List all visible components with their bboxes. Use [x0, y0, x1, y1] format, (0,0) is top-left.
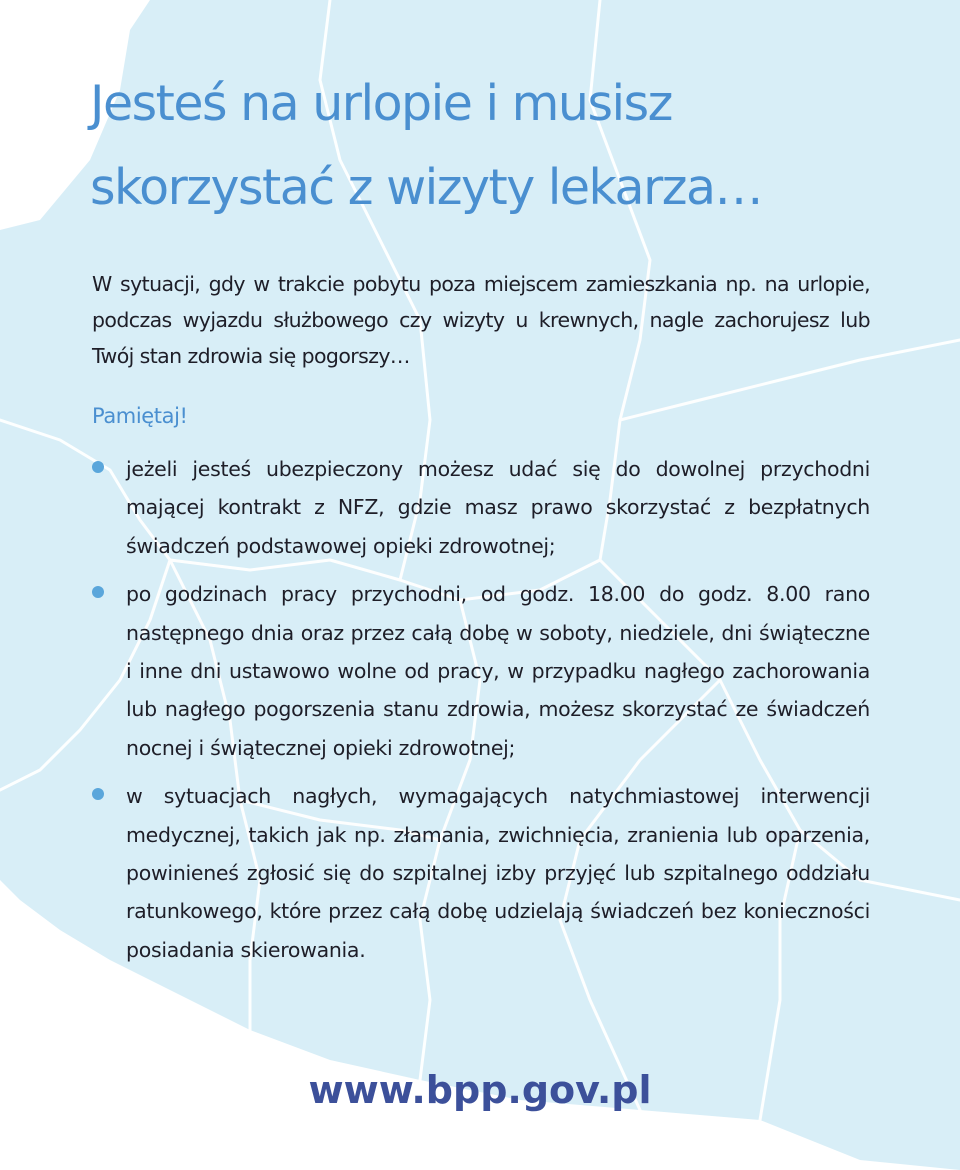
- list-item: [92, 450, 870, 565]
- title-line-1: Jesteś na urlopie i musisz: [90, 75, 672, 132]
- page-title: [90, 62, 910, 230]
- bullet-dot-icon: [92, 788, 104, 800]
- website-url: www.bpp.gov.pl: [308, 1068, 652, 1112]
- bullet-dot-icon: [92, 586, 104, 598]
- intro-paragraph: W sytuacji, gdy w trakcie pobytu poza miejscem zamieszkania np. na urlopie, podczas wyjazdu służbowego czy wizyty u krewnych, nagle zachorujesz lub Twój stan zdrowia się pogorszy…: [92, 272, 870, 368]
- bullet-text: jeżeli jesteś ubezpieczony możesz udać się do dowolnej przychodni mającej kontrakt z NFZ, gdzie masz prawo skorzystać z bezpłatnych świadczeń podstawowej opieki zdrowotnej;: [126, 457, 870, 558]
- list-item: [92, 777, 870, 969]
- remember-heading: Pamiętaj!: [92, 404, 188, 428]
- list-item: [92, 575, 870, 767]
- title-line-2: skorzystać z wizyty lekarza…: [90, 159, 762, 216]
- bullet-list: [92, 450, 870, 979]
- bullet-dot-icon: [92, 461, 104, 473]
- bullet-text: w sytuacjach nagłych, wymagających natychmiastowej interwencji medycznej, takich jak np. złamania, zwichnięcia, zranienia lub oparzenia, powinieneś zgłosić się do szpitalnej izby przyjęć lub szpitalnego oddziału ratunkowego, które przez całą dobę udzielają świadczeń bez konieczności posiadania skierowania.: [126, 784, 870, 962]
- bullet-text: po godzinach pracy przychodni, od godz. 18.00 do godz. 8.00 rano następnego dnia oraz przez całą dobę w soboty, niedziele, dni świąteczne i inne dni ustawowo wolne od pracy, w przypadku nagłego zachorowania lub nagłego pogorszenia stanu zdrowia, możesz skorzystać ze świadczeń nocnej i świątecznej opieki zdrowotnej;: [126, 582, 870, 760]
